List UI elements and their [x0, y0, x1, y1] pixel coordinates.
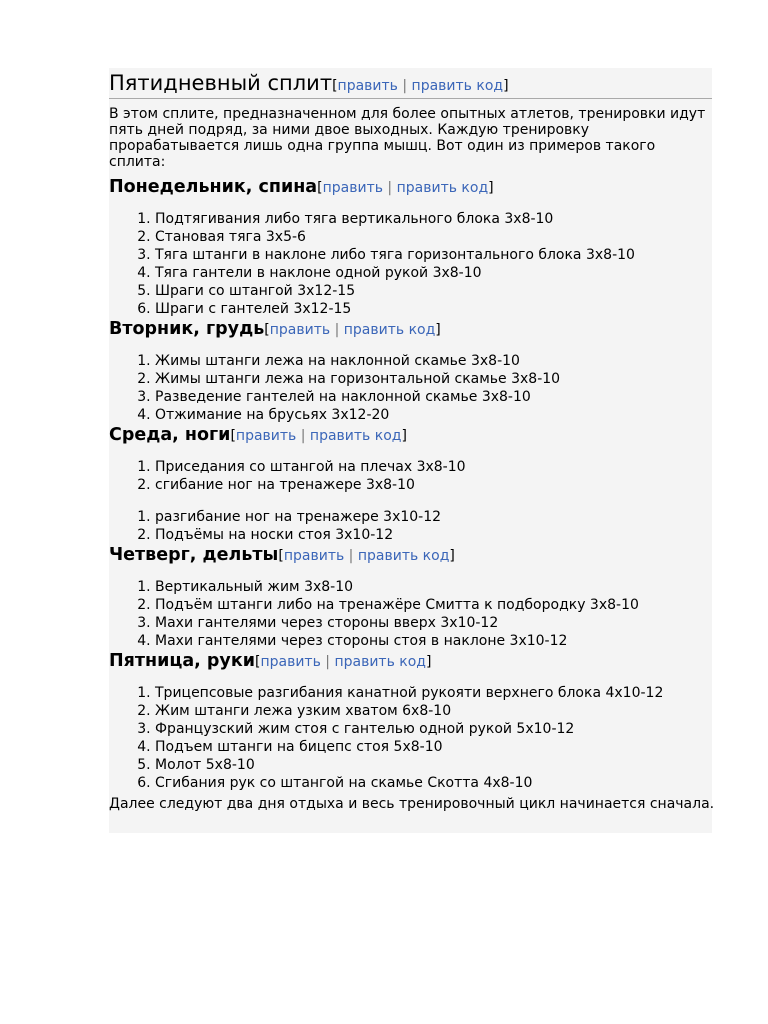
- section-edit-code-link[interactable]: править код: [343, 322, 436, 338]
- list-item: 3. Тяга штанги в наклоне либо тяга горизонтального блока 3х8-10: [155, 246, 712, 264]
- bracket-close: ]: [503, 78, 509, 94]
- bracket-close: ]: [435, 322, 441, 338]
- section-edit-links: [278, 548, 454, 564]
- list-item: 2. Подъёмы на носки стоя 3х10-12: [155, 526, 712, 544]
- edit-separator: |: [325, 654, 330, 670]
- exercise-list: [109, 458, 712, 494]
- list-item: 6. Сгибания рук со штангой на скамье Скотта 4х8-10: [155, 774, 712, 792]
- section-edit-links: [317, 180, 493, 196]
- article-content: [109, 68, 715, 833]
- list-item: 1. Приседания со штангой на плечах 3х8-10: [155, 458, 712, 476]
- list-item: 2. Жим штанги лежа узким хватом 6х8-10: [155, 702, 712, 720]
- section-title: Четверг, дельты: [109, 545, 279, 565]
- section-edit-link[interactable]: править: [269, 322, 331, 338]
- section-edit-link[interactable]: править: [235, 428, 297, 444]
- bracket-open: [: [278, 548, 284, 564]
- outro-paragraph: Далее следуют два дня отдыха и весь тренировочный цикл начинается сначала.: [109, 796, 715, 812]
- list-item: 2. Подъём штанги либо на тренажёре Смитта к подбородку 3х8-10: [155, 596, 712, 614]
- section-title: Среда, ноги: [109, 425, 231, 445]
- intro-paragraph: В этом сплите, предназначенном для более опытных атлетов, тренировки идут пять дней подряд, за ними двое выходных. Каждую тренировку прорабатывается лишь одна группа мышц. Вот один из примеров такого сплита:: [109, 106, 706, 170]
- bracket-close: ]: [449, 548, 455, 564]
- exercise-list: [109, 684, 712, 792]
- bracket-open: [: [254, 654, 261, 670]
- section-edit-code-link[interactable]: править код: [396, 180, 489, 196]
- bracket-open: [: [332, 78, 338, 94]
- section-title: Пятница, руки: [109, 651, 255, 671]
- page-title: Пятидневный сплит: [109, 71, 333, 95]
- title-row: [109, 68, 712, 99]
- section-edit-code-link[interactable]: править код: [334, 654, 426, 670]
- section-edit-code-link[interactable]: править код: [309, 428, 402, 444]
- list-item: 6. Шраги с гантелей 3х12-15: [155, 300, 712, 318]
- bracket-open: [: [230, 428, 236, 444]
- list-item: 1. Вертикальный жим 3х8-10: [155, 578, 712, 596]
- list-item: 4. Отжимание на брусьях 3х12-20: [155, 406, 712, 424]
- edit-separator: |: [300, 428, 306, 444]
- edit-separator: |: [334, 322, 340, 338]
- list-item: 3. Французский жим стоя с гантелью одной рукой 5х10-12: [155, 720, 712, 738]
- exercise-list: [109, 210, 712, 318]
- list-item: 1. разгибание ног на тренажере 3х10-12: [155, 508, 712, 526]
- edit-separator: |: [387, 180, 393, 196]
- bracket-open: [: [264, 322, 270, 338]
- list-item: 2. сгибание ног на тренажере 3х8-10: [155, 476, 712, 494]
- exercise-list: [109, 352, 712, 424]
- exercise-list: [109, 508, 712, 544]
- section-heading: [109, 318, 712, 341]
- section-edit-link[interactable]: править: [322, 180, 383, 196]
- edit-link[interactable]: править: [337, 78, 398, 94]
- bracket-open: [: [317, 180, 323, 196]
- list-item: 5. Шраги со штангой 3х12-15: [155, 282, 712, 300]
- list-item: 1. Трицепсовые разгибания канатной рукояти верхнего блока 4х10-12: [155, 684, 712, 702]
- list-item: 3. Махи гантелями через стороны вверх 3х10-12: [155, 614, 712, 632]
- list-item: 5. Молот 5х8-10: [155, 756, 712, 774]
- section-heading: [109, 544, 712, 567]
- section-heading: [109, 650, 712, 673]
- edit-code-link[interactable]: править код: [411, 78, 504, 94]
- section-heading: [109, 176, 712, 199]
- bracket-close: ]: [488, 180, 494, 196]
- section-title: Вторник, грудь: [109, 319, 265, 339]
- list-item: 2. Становая тяга 3х5-6: [155, 228, 712, 246]
- bracket-close: ]: [425, 654, 432, 670]
- section-edit-links: [255, 654, 431, 670]
- section-title: Понедельник, спина: [109, 177, 318, 197]
- section-edit-links: [230, 428, 406, 444]
- exercise-list: [109, 578, 712, 650]
- edit-separator: |: [402, 78, 408, 94]
- section-edit-link[interactable]: править: [260, 654, 321, 670]
- bracket-close: ]: [401, 428, 407, 444]
- list-item: 2. Жимы штанги лежа на горизонтальной скамье 3х8-10: [155, 370, 712, 388]
- list-item: 4. Тяга гантели в наклоне одной рукой 3х8-10: [155, 264, 712, 282]
- sections-container: [109, 176, 712, 792]
- list-item: 4. Махи гантелями через стороны стоя в наклоне 3х10-12: [155, 632, 712, 650]
- section-heading: [109, 424, 712, 447]
- section-edit-links: [264, 322, 440, 338]
- list-item: 4. Подъем штанги на бицепс стоя 5х8-10: [155, 738, 712, 756]
- title-edit-links: [332, 78, 508, 94]
- edit-separator: |: [348, 548, 354, 564]
- section-edit-code-link[interactable]: править код: [357, 548, 450, 564]
- section-edit-link[interactable]: править: [283, 548, 345, 564]
- list-item: 3. Разведение гантелей на наклонной скамье 3х8-10: [155, 388, 712, 406]
- list-item: 1. Подтягивания либо тяга вертикального блока 3х8-10: [155, 210, 712, 228]
- list-item: 1. Жимы штанги лежа на наклонной скамье 3х8-10: [155, 352, 712, 370]
